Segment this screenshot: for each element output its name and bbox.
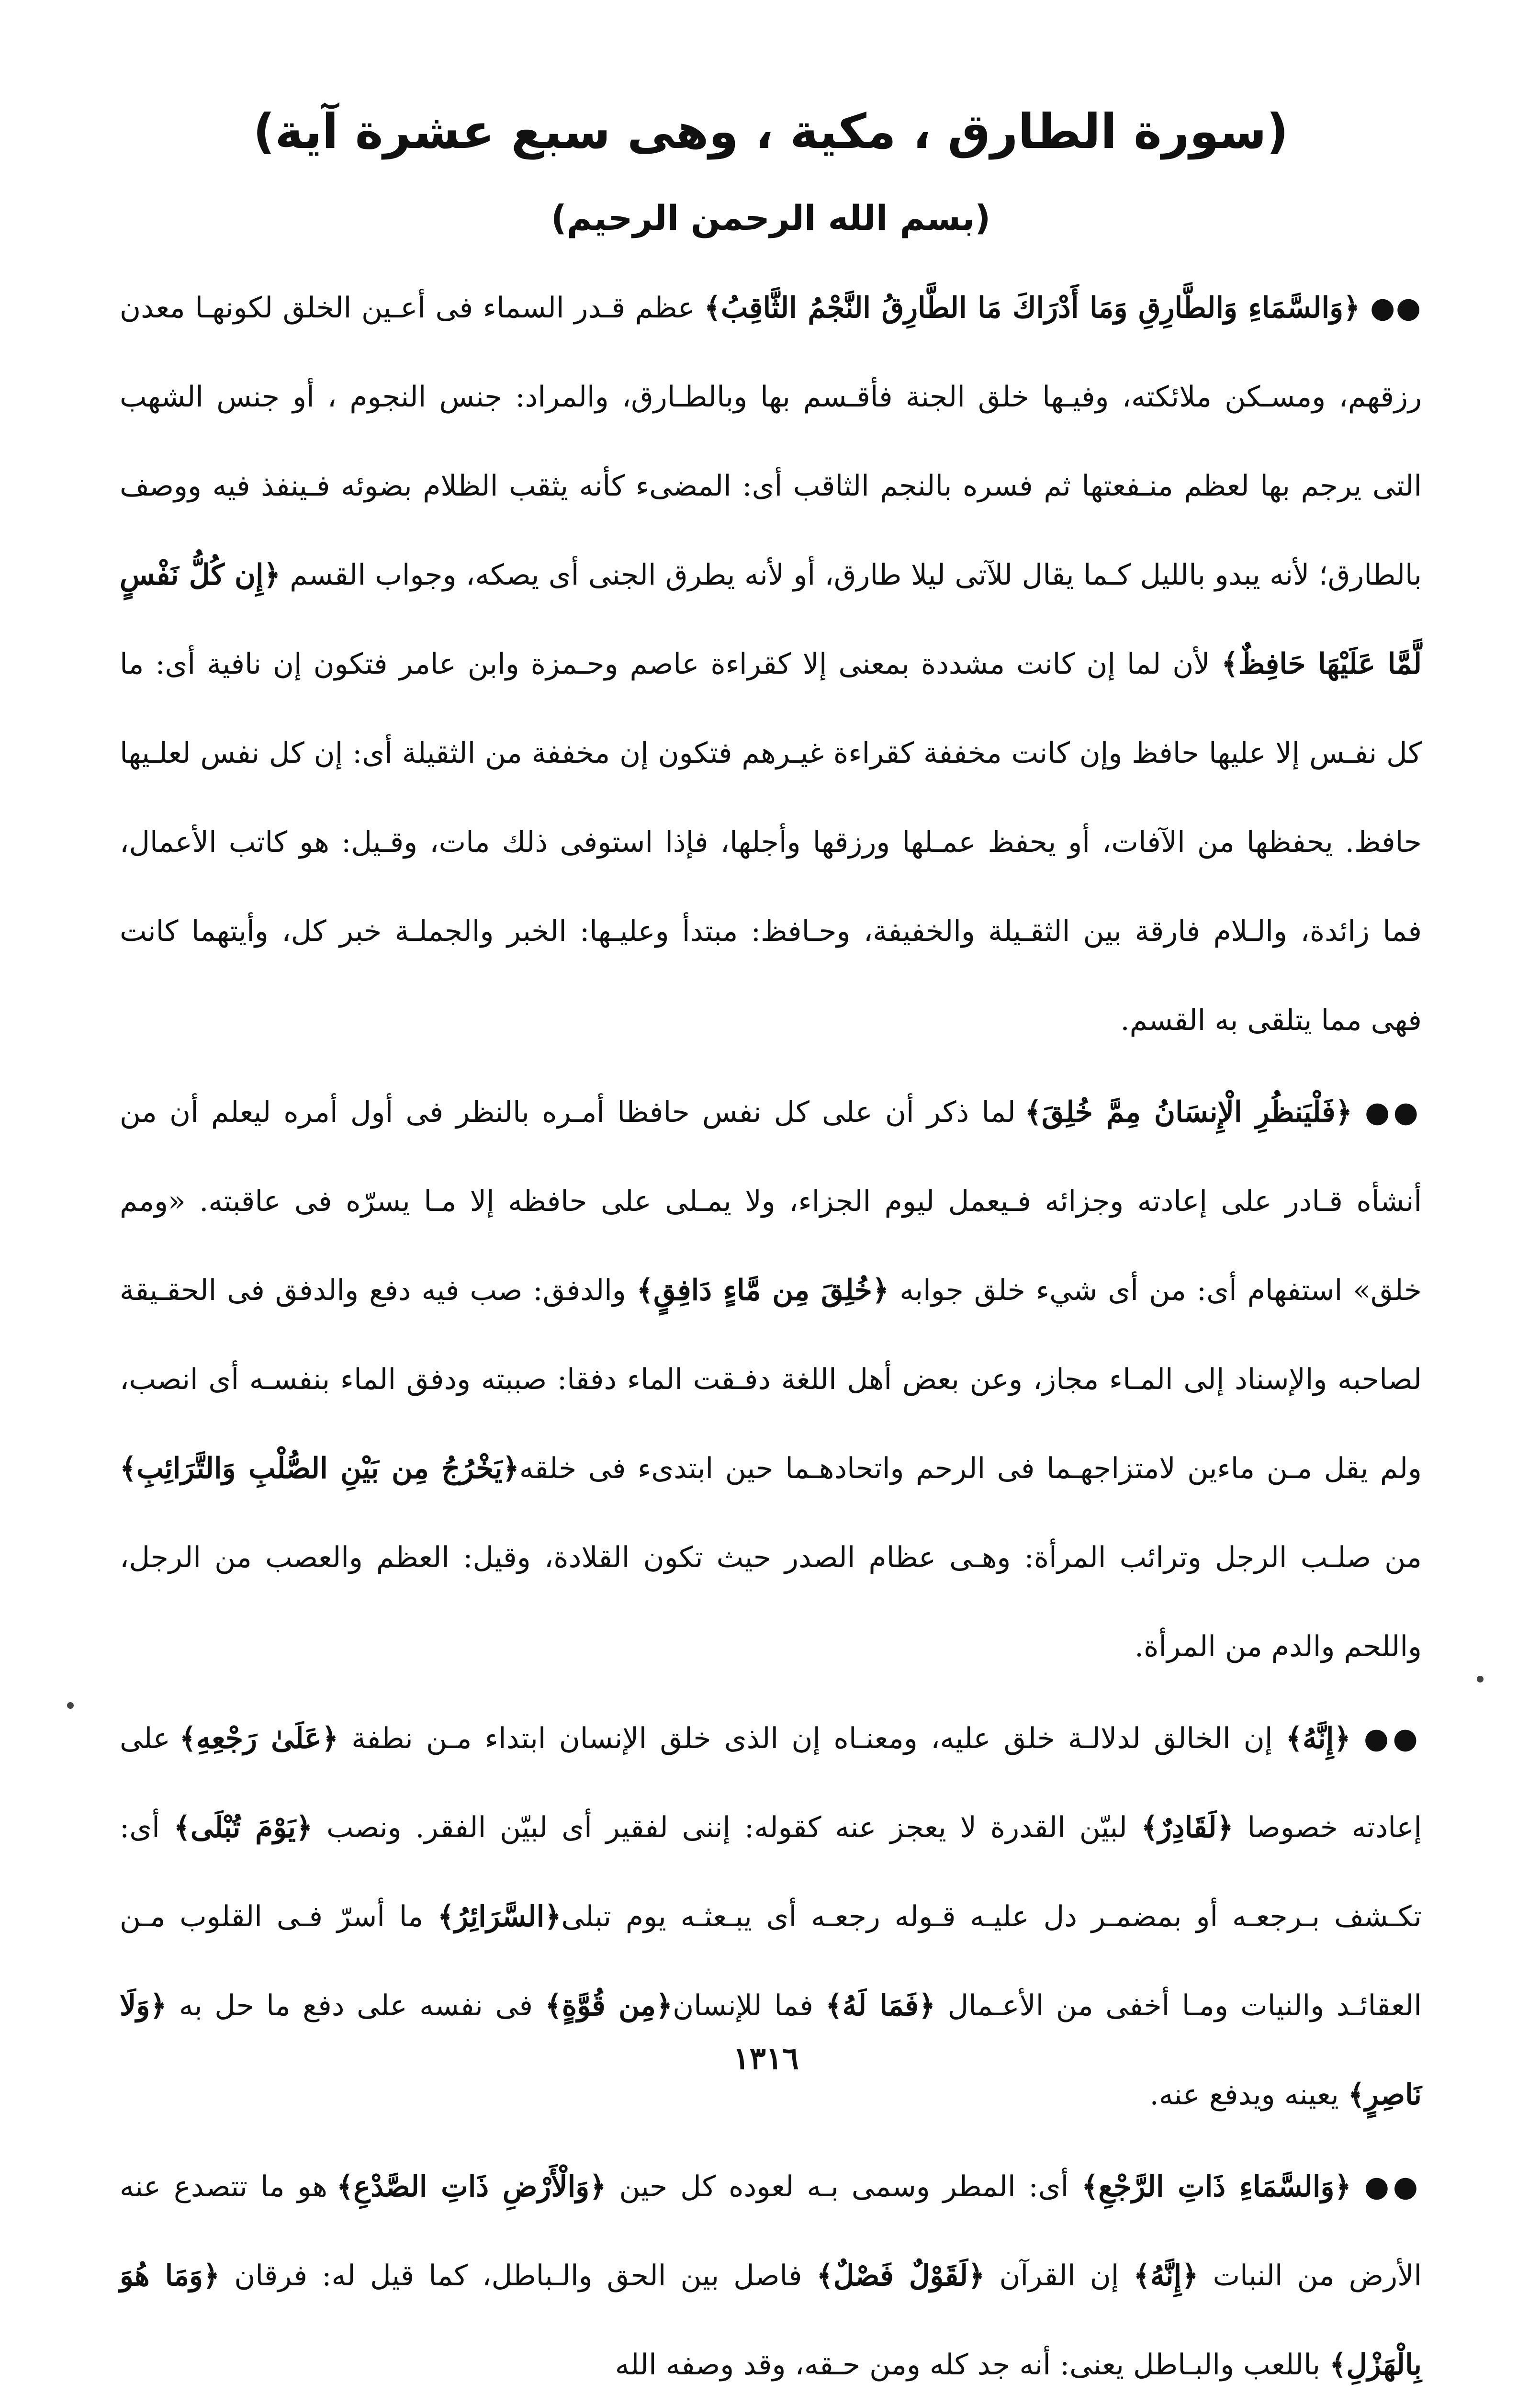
margin-dot: [1477, 1676, 1484, 1683]
commentary-paragraph: [120, 1068, 1422, 1691]
paragraph-bullet: ●●: [1370, 291, 1422, 325]
quran-verse-quote: ﴿إِنَّهُ﴾: [1133, 2259, 1199, 2292]
commentary-text: لما ذكر أن على كل نفس حافظا أمـره بالنظر فى أول أمره ليعلم أن من أنشأه قـادر على إعادته وجزائه فـيعمل ليوم الجزاء، ولا يمـلى على حافظه إلا مـا يسرّه فى عاقبته. «ومم خلق» استفهام أى: من أى شيء خلق جوابه: [120, 1095, 1422, 1307]
quran-verse-quote: ﴿فَمَا لَهُ﴾: [825, 1989, 936, 2022]
page-number: ١٣١٦: [733, 2041, 799, 2077]
margin-dot: [67, 1702, 74, 1709]
quran-verse-quote: ﴿وَمَا هُوَ بِالْهَزْلِ﴾: [120, 2259, 1422, 2382]
commentary-paragraph: [120, 263, 1422, 1065]
quran-verse-quote: ﴿وَالْأَرْضِ ذَاتِ الصَّدْعِ﴾: [337, 2170, 607, 2203]
quran-verse-quote: ﴿لَقَادِرٌ﴾: [1141, 1811, 1234, 1844]
quran-verse-quote: ﴿إِن كُلُّ نَفْسٍ لَّمَّا عَلَيْهَا حَافِظٌ﴾: [120, 558, 1422, 681]
commentary-text: عظم قـدر السماء فى أعـين الخلق لكونهـا معدن رزقهم، ومسـكن ملائكته، وفيـها خلق الجنة فأقـسم بها وبالطـارق، والمراد: جنس النجوم ، أو جنس الشهب التى يرجم بها لعظم منـفعتها ثم فسره بالنجم الثاقب أى: المضىء كأنه يثقب الظلام بضوئه فـينفذ فيه ووصف بالطارق؛ لأنه يبدو بالليل كـما يقال للآتى ليلا طارق، أو لأنه يطرق الجنى أى يصكه، وجواب القسم: [120, 291, 1422, 592]
quran-verse-quote: ﴿عَلَىٰ رَجْعِهِ﴾: [179, 1722, 338, 1755]
commentary-text: ما أسرّ فـى القلوب مـن العقائـد والنيات ومـا أخفى من الأعـمال: [120, 1900, 1422, 2022]
commentary-text: إن القرآن: [985, 2259, 1134, 2292]
quran-verse-quote: ﴿وَلَا نَاصِرٍ﴾: [120, 1989, 1422, 2112]
basmala-heading: (بسم الله الرحمن الرحيم): [551, 198, 991, 238]
commentary-text: على إعادته خصوصا: [120, 1722, 1422, 1844]
commentary-text: يعينه ويدفع عنه.: [1149, 2078, 1348, 2112]
quran-verse-quote: ﴿فَلْيَنظُرِ الْإِنسَانُ مِمَّ خُلِقَ﴾: [1024, 1095, 1352, 1129]
commentary-text: أى: تكـشف بـرجعـه أو بمضمـر دل عليـه قـوله رجعـه أى يبـعثـه يوم تبلى: [120, 1811, 1422, 1933]
commentary-text: والدفق: صب فيه دفع والدفق فى الحقـيقة لصاحبه والإسناد إلى المـاء مجاز، وعن بعض أهل اللغة دفـقت الماء دفقا: صببته ودفق الماء بنفسـه أى انصب، ولم يقل مـن ماءين لامتزاجهـما فى الرحم واتحادهـما حين ابتدىء فى خلقه: [120, 1274, 1422, 1485]
quran-verse-quote: ﴿يَخْرُجُ مِن بَيْنِ الصُّلْبِ وَالتَّرَائِبِ﴾: [120, 1452, 519, 1485]
quran-verse-quote: ﴿إِنَّهُ﴾: [1285, 1722, 1351, 1755]
paragraph-bullet: ●●: [1365, 1095, 1422, 1129]
quran-verse-quote: ﴿لَقَوْلٌ فَصْلٌ﴾: [816, 2259, 985, 2292]
commentary-text: هو ما تتصدع عنه الأرض من النبات: [120, 2170, 1422, 2292]
paragraph-bullet: ●●: [1364, 2170, 1422, 2203]
commentary-text: من صلـب الرجل وترائب المرأة: وهـى عظام الصدر حيث تكون القلادة، وقيل: العظم والعصب من الرجل، واللحم والدم من المرأة.: [120, 1541, 1422, 1663]
commentary-text: أى: المطر وسمى بـه لعوده كل حين: [606, 2170, 1082, 2203]
commentary-text: فما للإنسان: [673, 1989, 826, 2022]
commentary-text: باللعب والبـاطل يعنى: أنه جد كله ومن حـقه، وقد وصفه الله: [615, 2348, 1330, 2382]
surah-title: (سورة الطارق ، مكية ، وهى سبع عشرة آية): [253, 103, 1289, 159]
commentary-text: لبيّن القدرة لا يعجز عنه كقوله: إننى لفقير أى لبيّن الفقر. ونصب: [313, 1811, 1141, 1844]
commentary-text: فى نفسه على دفع ما حل به: [167, 1989, 545, 2022]
quran-verse-quote: ﴿مِن قُوَّةٍ﴾: [545, 1989, 673, 2022]
quran-verse-quote: ﴿يَوْمَ تُبْلَى﴾: [173, 1811, 313, 1844]
quran-verse-quote: ﴿خُلِقَ مِن مَّاءٍ دَافِقٍ﴾: [636, 1274, 889, 1307]
commentary-text: إن الخالق لدلالـة خلق عليه، ومعنـاه إن الذى خلق الإنسان ابتداء مـن نطفة: [338, 1722, 1286, 1755]
paragraph-bullet: ●●: [1363, 1722, 1422, 1755]
quran-verse-quote: ﴿وَالسَّمَاءِ ذَاتِ الرَّجْعِ﴾: [1081, 2170, 1351, 2203]
quran-verse-quote: ﴿السَّرَائِرُ﴾: [438, 1900, 562, 1933]
quran-verse-quote: ﴿وَالسَّمَاءِ وَالطَّارِقِ وَمَا أَدْرَاكَ مَا الطَّارِقُ النَّجْمُ الثَّاقِبُ﴾: [704, 291, 1360, 325]
commentary-text: لأن لما إن كانت مشددة بمعنى إلا كقراءة عاصم وحـمزة وابن عامر فتكون إن نافية أى: ما كل نفـس إلا عليها حافظ وإن كانت مخففة كقراءة غيـرهم فتكون إن مخففة من الثقيلة أى: إن كل نفس لعلـيها حافظ. يحفظها من الآفات، أو يحفظ عمـلها ورزقها وأجلها، فإذا استوفى ذلك مات، وقـيل: هو كاتب الأعمال، فما زائدة، والـلام فارقة بين الثقـيلة والخفيفة، وحـافظ: مبتدأ وعليـها: الخبر والجملـة خبر كل، وأيتهما كانت فهى مما يتلقى به القسم.: [120, 647, 1422, 1037]
commentary-text: فاصل بين الحق والـباطل، كما قيل له: فرقان: [220, 2259, 817, 2292]
document-page: [120, 96, 1422, 2382]
commentary-paragraph: [120, 2142, 1422, 2394]
